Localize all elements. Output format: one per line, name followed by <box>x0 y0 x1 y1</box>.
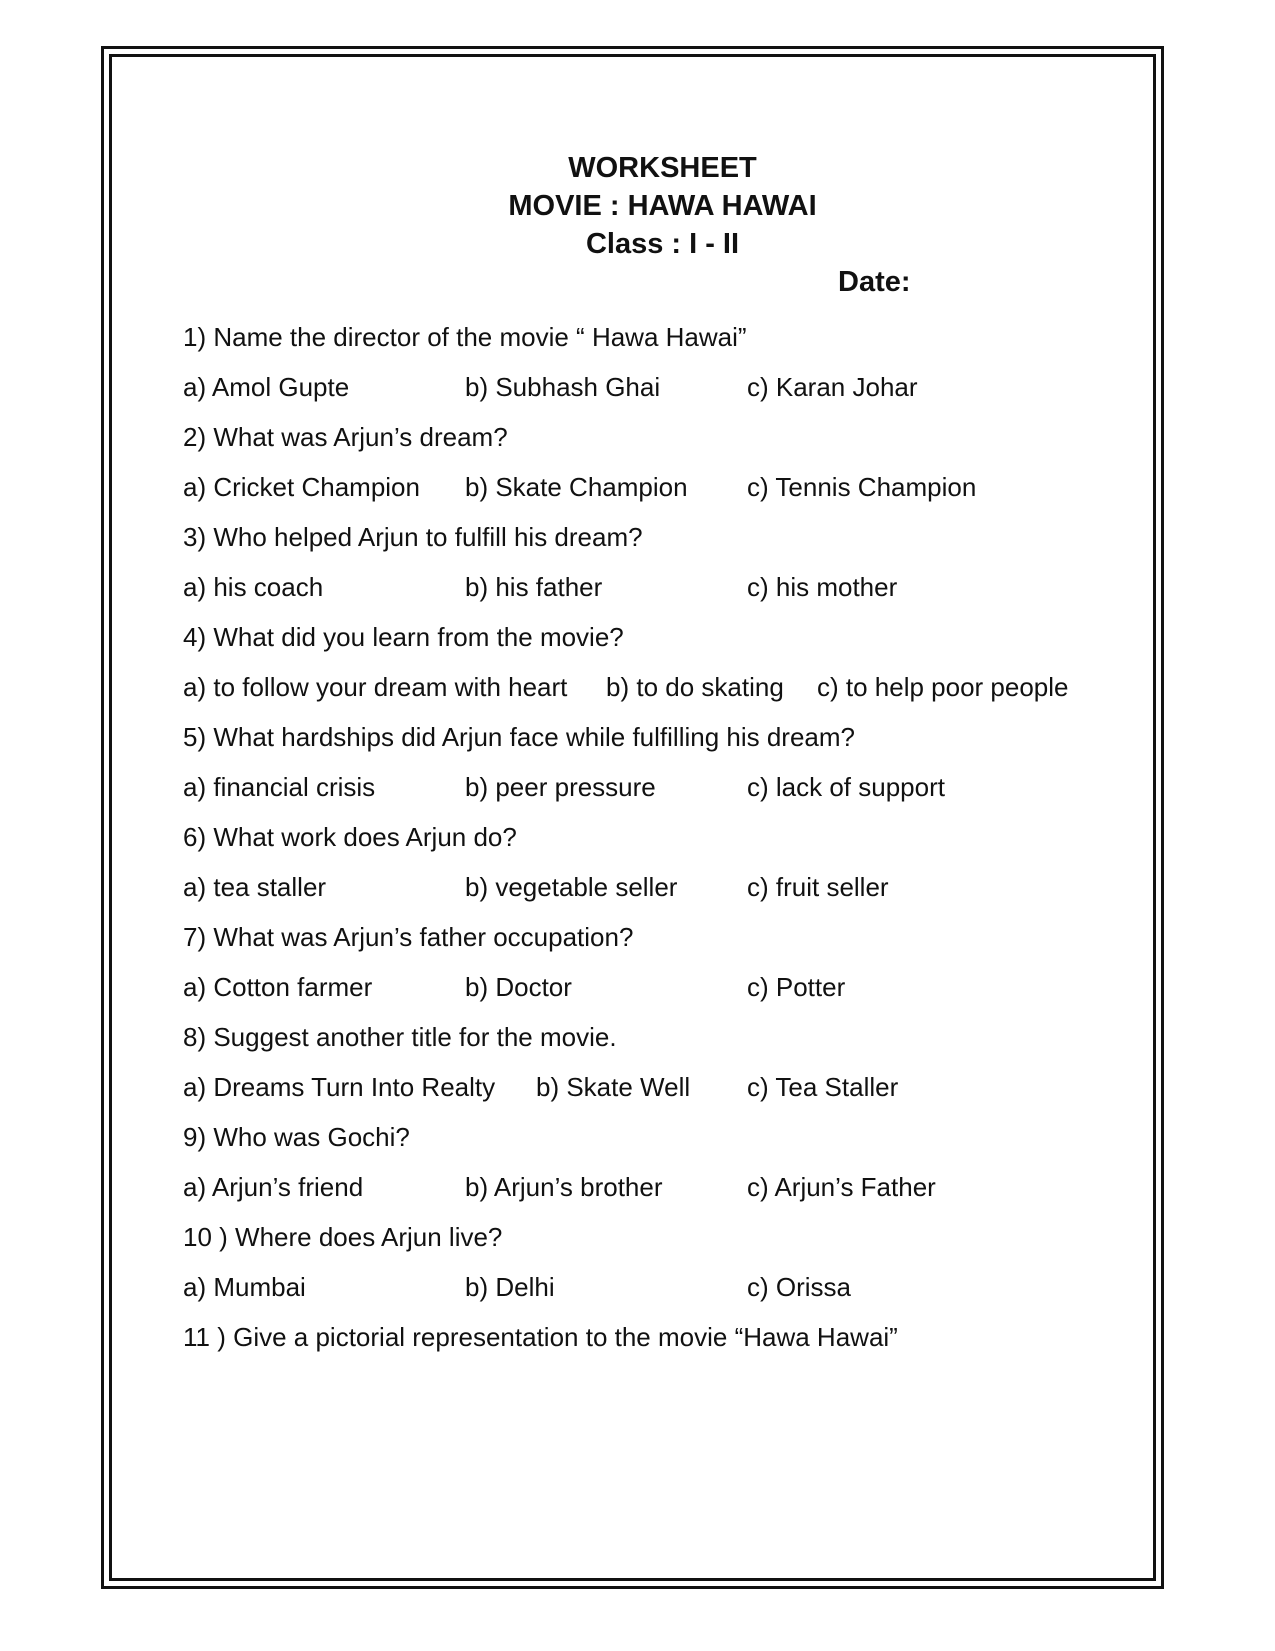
q5-option-a: a) financial crisis <box>183 772 376 802</box>
q9-option-b: b) Arjun’s brother <box>465 1172 663 1202</box>
q10-option-b: b) Delhi <box>465 1272 555 1302</box>
q8-option-a: a) Dreams Turn Into Realty <box>183 1072 496 1102</box>
q5-option-c: c) lack of support <box>747 772 945 802</box>
q10-option-a: a) Mumbai <box>183 1272 306 1302</box>
q4-option-a: a) to follow your dream with heart <box>183 672 568 702</box>
question-4: 4) What did you learn from the movie? <box>183 622 624 652</box>
q3-option-a: a) his coach <box>183 572 324 602</box>
q7-option-b: b) Doctor <box>465 972 572 1002</box>
question-7: 7) What was Arjun’s father occupation? <box>183 922 634 952</box>
question-10: 10 ) Where does Arjun live? <box>183 1222 503 1252</box>
question-9: 9) Who was Gochi? <box>183 1122 410 1152</box>
q8-option-c: c) Tea Staller <box>747 1072 899 1102</box>
class-label: Class : I - II <box>585 228 740 260</box>
q9-option-c: c) Arjun’s Father <box>747 1172 936 1202</box>
q7-option-c: c) Potter <box>747 972 846 1002</box>
q4-option-b: b) to do skating <box>606 672 784 702</box>
q6-option-c: c) fruit seller <box>747 872 889 902</box>
question-5: 5) What hardships did Arjun face while fulfilling his dream? <box>183 722 856 752</box>
q1-option-a: a) Amol Gupte <box>183 372 350 402</box>
q1-option-c: c) Karan Johar <box>747 372 918 402</box>
question-11: 11 ) Give a pictorial representation to the movie “Hawa Hawai” <box>183 1322 898 1352</box>
q7-option-a: a) Cotton farmer <box>183 972 373 1002</box>
q4-option-c: c) to help poor people <box>817 672 1069 702</box>
question-8: 8) Suggest another title for the movie. <box>183 1022 617 1052</box>
question-6: 6) What work does Arjun do? <box>183 822 517 852</box>
q5-option-b: b) peer pressure <box>465 772 656 802</box>
q6-option-b: b) vegetable seller <box>465 872 678 902</box>
question-2: 2) What was Arjun’s dream? <box>183 422 508 452</box>
q10-option-c: c) Orissa <box>747 1272 851 1302</box>
date-label: Date: <box>838 266 911 298</box>
q8-option-b: b) Skate Well <box>536 1072 691 1102</box>
q2-option-c: c) Tennis Champion <box>747 472 977 502</box>
q1-option-b: b) Subhash Ghai <box>465 372 661 402</box>
worksheet-title: WORKSHEET <box>568 152 757 184</box>
q3-option-c: c) his mother <box>747 572 898 602</box>
q2-option-a: a) Cricket Champion <box>183 472 420 502</box>
q6-option-a: a) tea staller <box>183 872 327 902</box>
q2-option-b: b) Skate Champion <box>465 472 688 502</box>
movie-title: MOVIE : HAWA HAWAI <box>508 190 817 222</box>
question-3: 3) Who helped Arjun to fulfill his dream? <box>183 522 643 552</box>
question-1: 1) Name the director of the movie “ Hawa Hawai” <box>183 322 747 352</box>
q3-option-b: b) his father <box>465 572 603 602</box>
q9-option-a: a) Arjun’s friend <box>183 1172 364 1202</box>
